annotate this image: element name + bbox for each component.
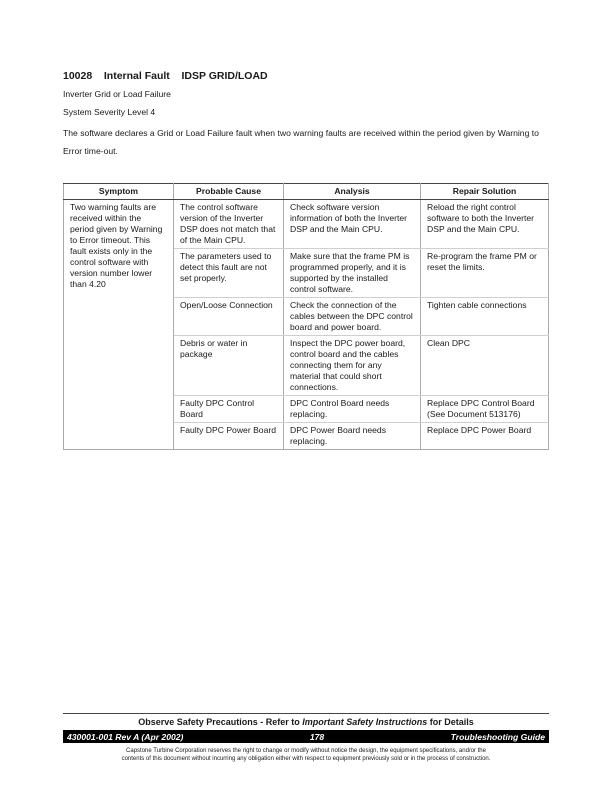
analysis-cell: DPC Power Board needs replacing. bbox=[284, 423, 421, 450]
severity-level: System Severity Level 4 bbox=[63, 107, 156, 117]
repair-solution-cell: Re-program the frame PM or reset the limits. bbox=[421, 249, 549, 298]
table-header-row bbox=[64, 184, 549, 200]
fault-section bbox=[63, 70, 548, 160]
probable-cause-cell: Faulty DPC Control Board bbox=[174, 396, 284, 423]
repair-solution-cell: Clean DPC bbox=[421, 336, 549, 396]
page-footer bbox=[63, 713, 549, 763]
probable-cause-cell: The parameters used to detect this fault are not set properly. bbox=[174, 249, 284, 298]
column-header-symptom: Symptom bbox=[64, 184, 174, 200]
repair-solution-cell: Replace DPC Power Board bbox=[421, 423, 549, 450]
fault-subtitle: Inverter Grid or Load Failure bbox=[63, 89, 171, 99]
symptom-cell: Two warning faults are received within the period given by Warning to Error timeout. This fault exists only in the control software with version number lower than 4.20 bbox=[64, 200, 174, 450]
legal-disclaimer: Capstone Turbine Corporation reserves the right to change or modify without notice the design, the equipment specifications, and/or the contents of this document without incurring any obligation either with respect to equipment previously sold or in the process of construction. bbox=[121, 748, 491, 762]
repair-solution-cell: Reload the right control software to both the Inverter DSP and the Main CPU. bbox=[421, 200, 549, 249]
document-id: 430001-001 Rev A (Apr 2002) bbox=[67, 731, 184, 742]
column-header-analysis: Analysis bbox=[284, 184, 421, 200]
fault-title bbox=[63, 70, 548, 82]
probable-cause-cell: Debris or water in package bbox=[174, 336, 284, 396]
page-number: 178 bbox=[309, 731, 325, 742]
analysis-cell: Inspect the DPC power board, control board and the cables connecting them for any material that could short connections. bbox=[284, 336, 421, 396]
column-header-probable-cause: Probable Cause bbox=[174, 184, 284, 200]
fault-code: 10028 bbox=[63, 70, 93, 82]
probable-cause-cell: The control software version of the Inverter DSP does not match that of the Main CPU. bbox=[174, 200, 284, 249]
fault-description: The software declares a Grid or Load Failure fault when two warning faults are received within the period given by Warning to Error time-out. bbox=[63, 128, 539, 156]
repair-solution-cell: Replace DPC Control Board (See Document 513176) bbox=[421, 396, 549, 423]
safety-notice: Observe Safety Precautions - Refer to Important Safety Instructions for Details bbox=[138, 717, 474, 727]
analysis-cell: Check software version information of both the Inverter DSP and the Main CPU. bbox=[284, 200, 421, 249]
column-header-repair-solution: Repair Solution bbox=[421, 184, 549, 200]
troubleshooting-table bbox=[63, 183, 549, 450]
analysis-cell: Check the connection of the cables between the DPC control board and power board. bbox=[284, 298, 421, 336]
fault-name: Internal Fault bbox=[103, 70, 170, 82]
guide-name: Troubleshooting Guide bbox=[450, 731, 545, 742]
probable-cause-cell: Faulty DPC Power Board bbox=[174, 423, 284, 450]
table-row bbox=[64, 200, 549, 249]
analysis-cell: Make sure that the frame PM is programmed properly, and it is supported by the installed control software. bbox=[284, 249, 421, 298]
analysis-cell: DPC Control Board needs replacing. bbox=[284, 396, 421, 423]
repair-solution-cell: Tighten cable connections bbox=[421, 298, 549, 336]
probable-cause-cell: Open/Loose Connection bbox=[174, 298, 284, 336]
fault-module: IDSP GRID/LOAD bbox=[181, 70, 268, 82]
safety-instructions-reference: Important Safety Instructions bbox=[302, 717, 428, 727]
footer-bar bbox=[63, 730, 549, 743]
